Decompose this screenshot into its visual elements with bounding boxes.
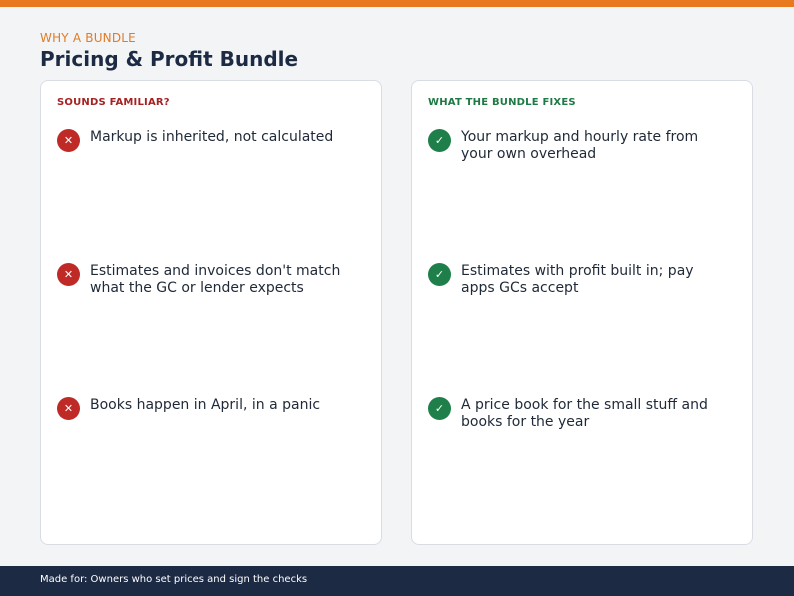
fixes-card [411,80,753,545]
problem-item-text: Estimates and invoices don't match what the GC or lender expects [90,263,341,296]
x-icon: ✕ [57,397,80,420]
footer-bar [0,566,794,596]
footer-text: Made for: Owners who set prices and sign the checks [40,574,308,585]
x-icon: ✕ [57,129,80,152]
problem-item-text: Markup is inherited, not calculated [90,129,334,145]
fix-item-text: Your markup and hourly rate from your own overhead [461,129,699,162]
check-icon: ✓ [428,397,451,420]
check-icon: ✓ [428,263,451,286]
eyebrow-label: WHY A BUNDLE [40,31,136,45]
problems-card [40,80,382,545]
fix-item-text: Estimates with profit built in; pay apps GCs accept [461,263,694,296]
fixes-card-heading: WHAT THE BUNDLE FIXES [428,97,576,108]
x-icon: ✕ [57,263,80,286]
problems-card-heading: SOUNDS FAMILIAR? [57,97,170,108]
check-icon: ✓ [428,129,451,152]
fix-item-text: A price book for the small stuff and books for the year [461,397,708,430]
problem-item-text: Books happen in April, in a panic [90,397,321,413]
page-title: Pricing & Profit Bundle [40,47,299,71]
top-accent-bar [0,0,794,7]
